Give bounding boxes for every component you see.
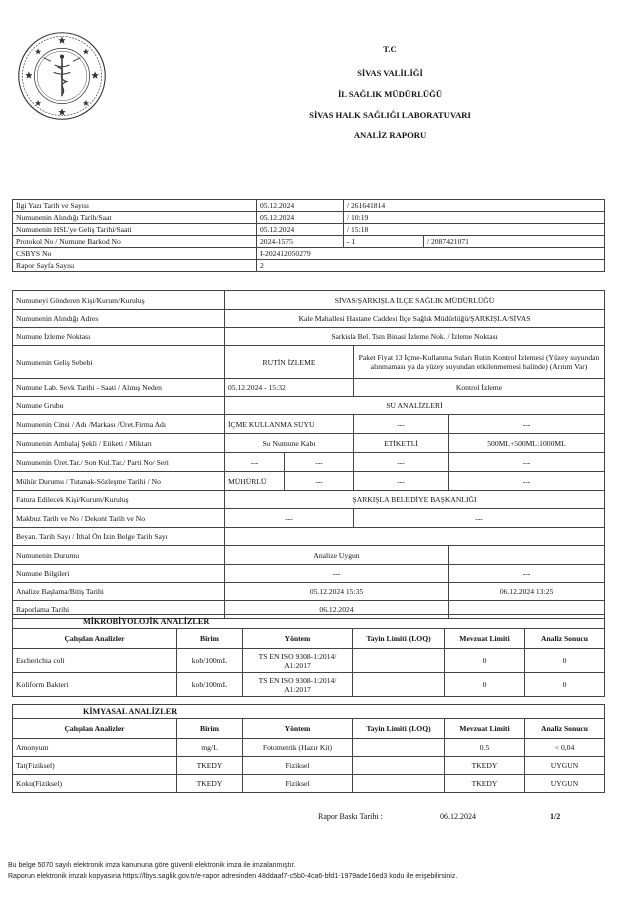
table-row (13, 212, 605, 224)
protocol-date-value: --- (285, 472, 354, 491)
loq-cell (353, 757, 445, 775)
seal-status-value: MÜHÜRLÜ (225, 472, 285, 491)
serial-value: --- (449, 453, 605, 472)
date-value: 05.12.2024 (257, 212, 344, 224)
loq-cell (353, 649, 445, 673)
row-label: Numunenin Cinsi / Adı /Markası /Üret.Firma Adı (13, 415, 225, 434)
unit-cell: TKEDY (177, 775, 243, 793)
row-label: Mühür Durumu / Tutanak-Sözleşme Tarihi / No (13, 472, 225, 491)
table-row (13, 649, 605, 673)
row-label: Raporlama Tarihi (13, 601, 225, 619)
column-header: Birim (177, 719, 243, 739)
table-row (13, 310, 605, 328)
report-date-value: 06.12.2024 (225, 601, 449, 619)
table-row (13, 509, 605, 528)
column-header: Çalışılan Analizler (13, 629, 177, 649)
table-row (13, 705, 605, 719)
result-cell: UYGUN (525, 775, 605, 793)
table-row (13, 291, 605, 310)
label-value: ETİKETLİ (354, 434, 449, 453)
date-value: 05.12.2024 (257, 200, 344, 212)
column-header: Çalışılan Analizler (13, 719, 177, 739)
package-description: Paket Fiyat 13 İçme-Kullanma Suları Rutin Kontrol İzlemesi (Yüzey suyundan alınmaması ya da yüzey suyundan etkilenmemesi halinde) (Arıtım Var) (354, 346, 605, 379)
protocol-no-value: --- (354, 472, 449, 491)
row-label: Numune Bilgileri (13, 565, 225, 583)
method-cell: TS EN ISO 9308-1:2014/ A1:2017 (243, 649, 353, 673)
sample-info-value: --- (225, 565, 449, 583)
section-title: MİKROBİYOLOJİK ANALİZLER (13, 615, 605, 629)
table-row (13, 236, 605, 248)
table-row (13, 415, 605, 434)
table-row (13, 739, 605, 757)
production-date-value: --- (225, 453, 285, 472)
column-header: Birim (177, 629, 243, 649)
table-row (13, 224, 605, 236)
receipt-extra-value: --- (354, 509, 605, 528)
table-header-row (13, 629, 605, 649)
row-label: Numunenin Üret.Tar./ Son Kul.Tar./ Parti No/ Seri (13, 453, 225, 472)
dispatch-datetime: 05.12.2024 - 15:32 (225, 379, 354, 397)
analysis-name: Tat(Fiziksel) (13, 757, 177, 775)
unit-cell: mg/L (177, 739, 243, 757)
sample-info-extra: --- (449, 565, 605, 583)
row-label: Numune İzleme Noktası (13, 328, 225, 346)
empty-cell (449, 546, 605, 565)
table-row (13, 248, 605, 260)
row-label: Numuneyi Gönderen Kişi/Kurum/Kuruluş (13, 291, 225, 310)
table-row (13, 528, 605, 546)
chemistry-table (12, 704, 605, 793)
date-value: 05.12.2024 (257, 224, 344, 236)
column-header: Mevzuat Limiti (445, 629, 525, 649)
page-number: 1/2 (550, 812, 561, 821)
table-row (13, 546, 605, 565)
row-label: Makbuz Tarih ve No / Dekont Tarih ve No (13, 509, 225, 528)
method-cell: TS EN ISO 9308-1:2014/ A1:2017 (243, 673, 353, 697)
header-tc: T.C (383, 44, 397, 54)
e-signature-notice: Bu belge 5070 sayılı elektronik imza kanununa göre güvenli elektronik imza ile imzalanmıştır. (8, 862, 296, 869)
sample-group-value: SU ANALİZLERİ (225, 397, 605, 415)
method-cell: Fotometrik (Hazır Kit) (243, 739, 353, 757)
analysis-name: Escherichia coli (13, 649, 177, 673)
row-label: Numunenin Durumu (13, 546, 225, 565)
column-header: Tayin Limiti (LOQ) (353, 629, 445, 649)
row-label: İlgi Yazı Tarih ve Sayısı (13, 200, 257, 212)
analysis-name: Koliform Bakteri (13, 673, 177, 697)
number-value: / 261641814 (344, 200, 605, 212)
row-label: Rapor Sayfa Sayısı (13, 260, 257, 272)
protocol-suffix: - 1 (344, 236, 424, 248)
expiry-date-value: --- (285, 453, 354, 472)
sample-name-value: --- (354, 415, 449, 434)
loq-cell (353, 739, 445, 757)
table-row (13, 757, 605, 775)
protocol-value: 2024-1575 (257, 236, 344, 248)
reason-value: RUTİN İZLEME (225, 346, 354, 379)
table-row (13, 491, 605, 509)
method-cell: Fiziksel (243, 775, 353, 793)
header-valilik: SİVAS VALİLİĞİ (357, 68, 423, 78)
header-rapor-title: ANALİZ RAPORU (353, 130, 427, 140)
e-report-verification-notice: Raporun elektronik imzalı kopyasına https://lbys.saglik.gov.tr/e-rapor adresinden 48ddaaf7-c5b0-4ca6-bfd1-1979ade16ed3 kodu ile erişebilirsiniz. (8, 873, 458, 880)
brand-value: --- (449, 415, 605, 434)
row-label: Numunenin Geliş Sebebi (13, 346, 225, 379)
unit-cell: TKEDY (177, 757, 243, 775)
limit-cell: TKEDY (445, 775, 525, 793)
header-mudurluk: İL SAĞLIK MÜDÜRLÜĞÜ (337, 89, 443, 99)
limit-cell: TKEDY (445, 757, 525, 775)
row-label: Numunenin HSL'ye Geliş Tarihi/Saati (13, 224, 257, 236)
method-cell: Fiziksel (243, 757, 353, 775)
column-header: Yöntem (243, 719, 353, 739)
analysis-name: Koku(Fiziksel) (13, 775, 177, 793)
table-row (13, 434, 605, 453)
row-label: Numunenin Alındığı Tarih/Saat (13, 212, 257, 224)
table-row (13, 328, 605, 346)
row-label: Analize Başlama/Bitiş Tarihi (13, 583, 225, 601)
invoice-party-value: ŞARKIŞLA BELEDİYE BAŞKANLIĞI (225, 491, 605, 509)
table-row (13, 775, 605, 793)
sender-value: SİVAS/ŞARKIŞLA İLÇE SAĞLIK MÜDÜRLÜĞÜ (225, 291, 605, 310)
table-row (13, 472, 605, 491)
address-value: Kale Mahallesi Hastane Caddesi İlçe Sağlık Müdürlüğü/ŞARKIŞLA/SİVAS (225, 310, 605, 328)
table-row (13, 200, 605, 212)
protocol-extra-value: --- (449, 472, 605, 491)
table-row (13, 397, 605, 415)
table-row (13, 565, 605, 583)
report-info-table (12, 199, 605, 272)
column-header: Mevzuat Limiti (445, 719, 525, 739)
limit-cell: 0 (445, 649, 525, 673)
csbys-value: I-202412050279 (257, 248, 605, 260)
section-title: KİMYASAL ANALİZLER (13, 705, 605, 719)
collection-reason: Kontrol İzleme (354, 379, 605, 397)
result-cell: UYGUN (525, 757, 605, 775)
ministry-seal-logo (16, 30, 108, 122)
limit-cell: 0.5 (445, 739, 525, 757)
row-label: Protokol No / Numune Barkod No (13, 236, 257, 248)
barcode-value: / 2087421071 (424, 236, 605, 248)
column-header: Tayin Limiti (LOQ) (353, 719, 445, 739)
column-header: Analiz Sonucu (525, 629, 605, 649)
table-row (13, 583, 605, 601)
header-laboratuvar: SİVAS HALK SAĞLIĞI LABORATUVARI (309, 110, 471, 120)
print-date-label: Rapor Baskı Tarihi : (318, 812, 383, 821)
monitoring-point-value: Sarkisla Bel. Tsm Binasi İzleme Nok. / İzleme Noktası (225, 328, 605, 346)
time-value: / 15:18 (344, 224, 605, 236)
row-label: Beyan. Tarih Sayı / İthal Ön İzin Belge Tarih Sayı (13, 528, 225, 546)
declaration-value (225, 528, 605, 546)
analysis-start-value: 05.12.2024 15:35 (225, 583, 449, 601)
microbiology-table (12, 614, 605, 697)
sample-status-value: Analize Uygun (225, 546, 449, 565)
row-label: Numunenin Alındığı Adres (13, 310, 225, 328)
table-row (13, 346, 605, 379)
loq-cell (353, 673, 445, 697)
time-value: / 10:19 (344, 212, 605, 224)
table-header-row (13, 719, 605, 739)
print-date-value: 06.12.2024 (440, 812, 476, 821)
row-label: Numunenin Ambalaj Şekli / Etiketi / Miktarı (13, 434, 225, 453)
analysis-name: Amonyum (13, 739, 177, 757)
unit-cell: kob/100mL (177, 649, 243, 673)
sample-type-value: İÇME KULLANMA SUYU (225, 415, 354, 434)
row-label: CSBYS No (13, 248, 257, 260)
loq-cell (353, 775, 445, 793)
column-header: Analiz Sonucu (525, 719, 605, 739)
batch-value: --- (354, 453, 449, 472)
column-header: Yöntem (243, 629, 353, 649)
table-row (13, 453, 605, 472)
row-label: Numune Lab. Sevk Tarihi - Saati / Alınış Neden (13, 379, 225, 397)
receipt-value: --- (225, 509, 354, 528)
result-cell: 0 (525, 649, 605, 673)
page-count-value: 2 (257, 260, 605, 272)
analysis-end-value: 06.12.2024 13:25 (449, 583, 605, 601)
sample-details-table (12, 290, 605, 619)
table-row (13, 379, 605, 397)
table-row (13, 615, 605, 629)
package-type-value: Su Numune Kabı (225, 434, 354, 453)
result-cell: 0 (525, 673, 605, 697)
result-cell: < 0,04 (525, 739, 605, 757)
quantity-value: 500ML+500ML:1000ML (449, 434, 605, 453)
table-row (13, 673, 605, 697)
limit-cell: 0 (445, 673, 525, 697)
table-row (13, 260, 605, 272)
row-label: Fatura Edilecek Kişi/Kurum/Kuruluş (13, 491, 225, 509)
unit-cell: kob/100mL (177, 673, 243, 697)
row-label: Numune Grubu (13, 397, 225, 415)
